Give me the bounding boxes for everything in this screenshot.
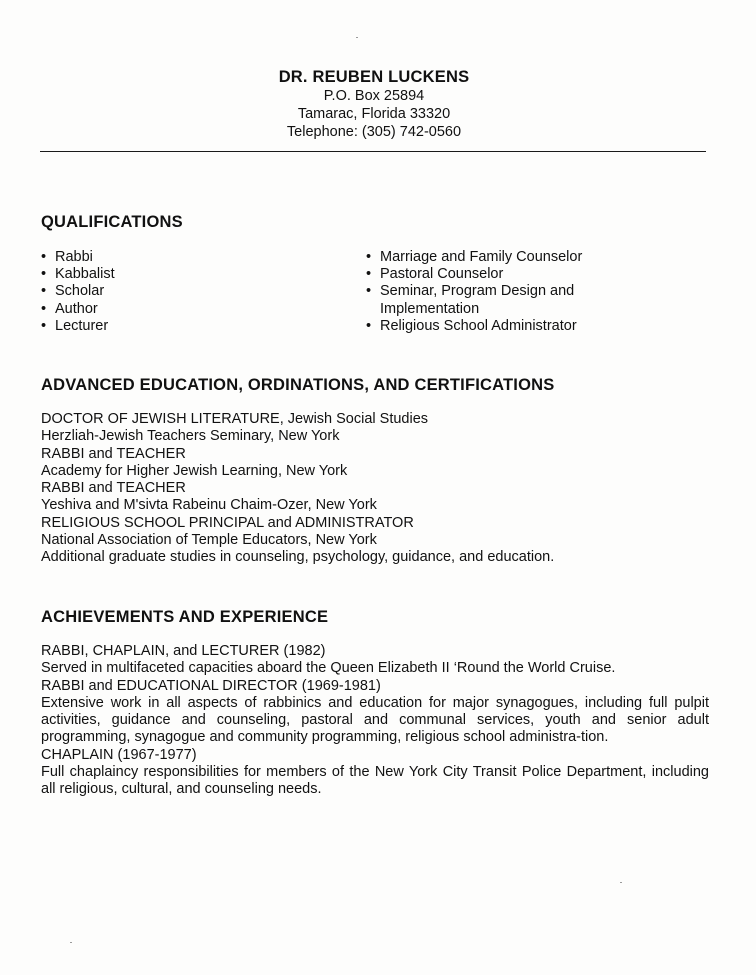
education-line: Herzliah-Jewish Teachers Seminary, New York (41, 428, 340, 445)
list-item: • Marriage and Family Counselor (366, 249, 583, 265)
education-line: National Association of Temple Educators, New York (41, 532, 377, 549)
education-line: Yeshiva and M'sivta Rabeinu Chaim-Ozer, New York (41, 497, 377, 514)
education-line: RABBI and TEACHER (41, 445, 186, 462)
qualifications-list-right (366, 249, 726, 335)
education-line: Additional graduate studies in counseling, psychology, guidance, and education. (41, 549, 555, 566)
scan-speck (70, 942, 72, 943)
scan-speck (620, 882, 622, 883)
city-line: Tamarac, Florida 33320 (297, 106, 451, 122)
list-item: • Scholar (41, 283, 105, 300)
list-item: • Seminar, Program Design and Implementation (366, 283, 575, 317)
bullet-icon: • (41, 249, 47, 265)
experience-list (41, 643, 709, 799)
list-item: • Religious School Administrator (366, 317, 577, 334)
bullet-icon: • (366, 283, 372, 300)
experience-title: RABBI and EDUCATIONAL DIRECTOR (1969-1981) (41, 677, 381, 694)
experience-description: Extensive work in all aspects of rabbinics and education for major synagogues, including full pulpit activities, guidance and counseling, pastoral and communal services, youth and senior adult programming, synagogue and community programming, religious school administra-tion. (41, 694, 709, 746)
bullet-icon: • (41, 266, 47, 283)
resume-header (0, 67, 748, 141)
applicant-name: DR. REUBEN LUCKENS (278, 68, 470, 86)
education-heading: ADVANCED EDUCATION, ORDINATIONS, AND CERTIFICATIONS (41, 376, 555, 394)
education-list (41, 411, 711, 567)
list-item: • Author (41, 300, 98, 317)
experience-description: Full chaplaincy responsibilities for members of the New York City Transit Police Department, including all religious, cultural, and counseling needs. (41, 764, 709, 798)
education-line: Academy for Higher Jewish Learning, New York (41, 462, 348, 479)
experience-title: RABBI, CHAPLAIN, and LECTURER (1982) (41, 643, 326, 659)
education-line: RELIGIOUS SCHOOL PRINCIPAL and ADMINISTRATOR (41, 514, 414, 531)
list-item: • Lecturer (41, 317, 109, 334)
bullet-icon: • (41, 300, 47, 317)
qualifications-heading: QUALIFICATIONS (41, 213, 183, 231)
education-line: RABBI and TEACHER (41, 480, 186, 497)
experience-description: Served in multifaceted capacities aboard the Queen Elizabeth II ‘Round the World Cruise. (41, 660, 616, 677)
bullet-icon: • (41, 317, 47, 334)
phone-line: Telephone: (305) 742-0560 (286, 124, 462, 140)
qualifications-list-left (41, 249, 321, 335)
bullet-icon: • (366, 249, 372, 265)
scan-speck (356, 37, 358, 38)
address-line: P.O. Box 25894 (323, 88, 425, 104)
bullet-icon: • (366, 317, 372, 334)
bullet-icon: • (366, 266, 372, 283)
education-line: DOCTOR OF JEWISH LITERATURE, Jewish Social Studies (41, 411, 429, 427)
list-item: • Pastoral Counselor (366, 266, 504, 283)
header-divider (40, 151, 706, 152)
experience-title: CHAPLAIN (1967-1977) (41, 746, 197, 763)
bullet-icon: • (41, 283, 47, 300)
experience-heading: ACHIEVEMENTS AND EXPERIENCE (41, 608, 329, 626)
list-item: • Rabbi (41, 249, 93, 265)
list-item: • Kabbalist (41, 266, 115, 283)
